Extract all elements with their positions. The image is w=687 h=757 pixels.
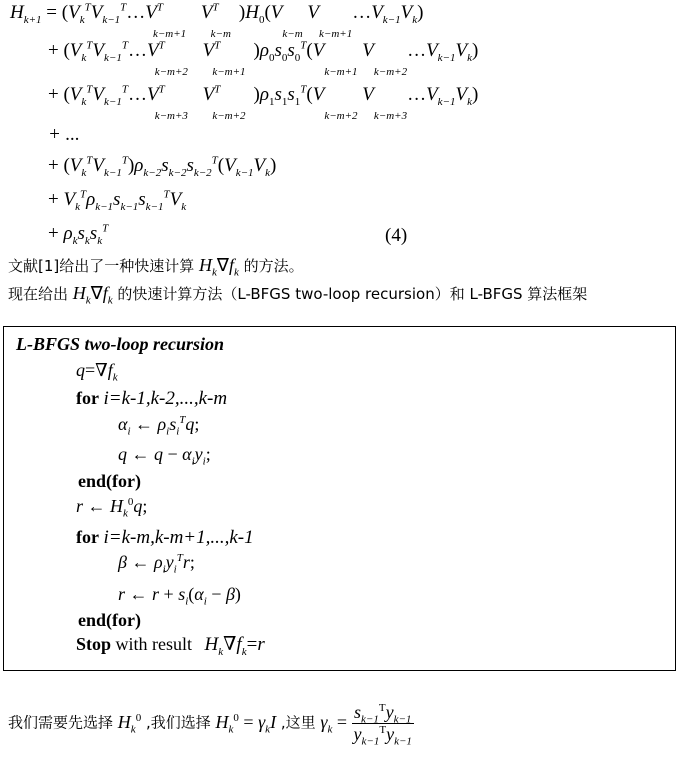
stop-keyword: Stop — [76, 634, 112, 654]
algo-init: $q=\nabla f_k$ — [76, 360, 118, 384]
footer-text-1: 我们需要先选择 — [8, 713, 114, 732]
equation-line-5: + $(V_k^TV_{k-1}^T)\rho_{k-2}s_{k-2}s_{k-2}^T(V_{k-1}V_k)$ — [48, 154, 277, 179]
gamma-denominator: $y_{k-1}^Ty_{k-1}$ — [353, 724, 412, 748]
footer-text-3: ,这里 — [280, 713, 316, 732]
algo-for-1 — [76, 388, 227, 410]
reference-math: $H_k\nabla f_k$ — [199, 255, 239, 279]
equation-line-6: + $V_k^T\rho_{k-1}s_{k-1}s_{k-1}^TV_k$ — [48, 188, 187, 213]
algo-for-2 — [76, 527, 254, 549]
equation-number: (4) — [385, 225, 408, 246]
equation-line-3: + ($V_k^TV_{k-1}^T\dots V^T_{k-m+3}$ $V^T_{k-m+2})\rho_1s_1s_1^T(V_{k-m+2}$ $V_{k-m+3}\dots V_{k-1}V_k$) — [48, 83, 479, 122]
algo-r-update: r ← $r + s_i(\alpha_i - \beta)$ — [118, 584, 241, 608]
algo-alpha-update: $\alpha_i$ ← $\rho_is_i^Tq$; — [118, 414, 200, 438]
algorithm-title: L-BFGS two-loop recursion — [16, 334, 225, 354]
for-range-2: i=k-m,k-m+1,...,k-1 — [103, 527, 254, 548]
algo-end-for-1: end(for) — [78, 471, 141, 491]
present-suffix: 的快速计算方法（L-BFGS two-loop recursion）和 L-BFGS 算法框架 — [117, 285, 588, 303]
algo-end-for-2: end(for) — [78, 610, 141, 630]
algo-r-init: r ← $H_k^0q$; — [76, 496, 148, 520]
reference-sentence — [8, 255, 304, 279]
gamma-definition: $\gamma_k$ = $\frac{s_{k-1}^Ty_{k-1}}{y_{k-1}^Ty_{k-1}}$ — [320, 702, 412, 748]
present-math: $H_k\nabla f_k$ — [72, 283, 113, 307]
footer-math-2: $H_k^0 = \gamma_kI$ — [215, 711, 277, 736]
equation-line-4: + ... — [48, 124, 80, 145]
stop-result: $H_k\nabla f_k=r$ — [204, 634, 265, 658]
algo-q-update: q ← $q - \alpha_iy_i$; — [118, 444, 211, 468]
for-range-1: i=k-1,k-2,...,k-m — [103, 388, 228, 409]
stop-text: with result — [115, 634, 193, 654]
footer-text-2: ,我们选择 — [145, 713, 211, 732]
reference-suffix: 的方法。 — [243, 257, 304, 275]
gamma-fraction — [352, 702, 414, 748]
gamma-numerator: $s_{k-1}^Ty_{k-1}$ — [352, 702, 414, 724]
equation-line-7: + $\rho_ks_ks_k^T$ — [48, 222, 109, 247]
equation-line-1: $H_{k+1}$ = ($V_k^TV_{k-1}^T\dots V^T_{k-m+1}$ $V^T_{k-m})H_0(V_{k-m}$ $V_{k-m+1}\dots V_{k-1}V_k$) — [10, 1, 424, 40]
reference-prefix: 文献[1]给出了一种快速计算 — [8, 257, 195, 275]
present-prefix: 现在给出 — [8, 285, 69, 303]
footer-sentence — [8, 702, 414, 748]
equation-line-2: + ($V_k^TV_{k-1}^T\dots V^T_{k-m+2}$ $V^T_{k-m+1})\rho_0s_0s_0^T(V_{k-m+1}$ $V_{k-m+2}\dots V_{k-1}V_k$) — [48, 39, 479, 78]
for-keyword-2: for — [76, 527, 99, 547]
algo-beta-update: β ← $\rho_iy_i^Tr$; — [118, 552, 195, 576]
for-keyword-1: for — [76, 388, 99, 408]
present-sentence — [8, 283, 588, 307]
algo-stop — [76, 633, 265, 656]
footer-math-1: $H_k^0$ — [117, 711, 142, 736]
